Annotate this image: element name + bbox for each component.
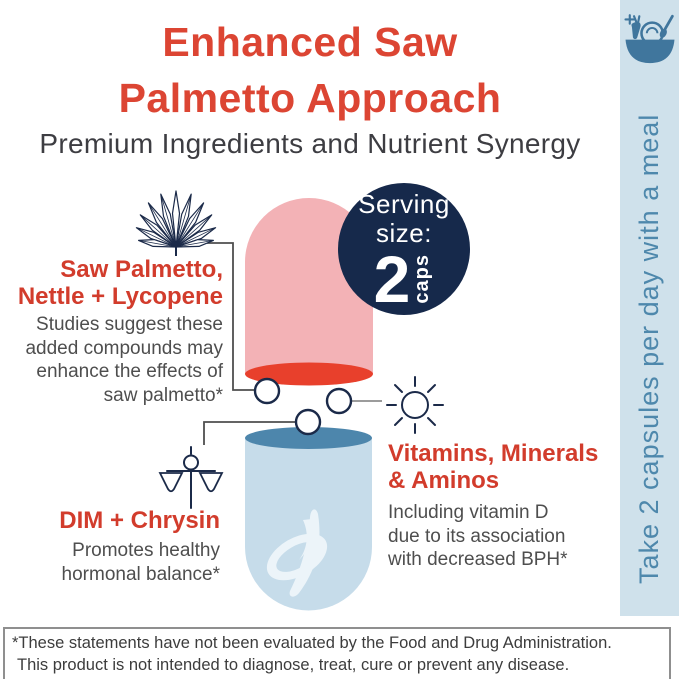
- saw-palmetto-body-line: Studies suggest these: [36, 314, 223, 335]
- dim-chrysin-body-line: hormonal balance*: [61, 563, 220, 585]
- page-title-line: Palmetto Approach: [118, 75, 502, 121]
- serving-count: 2: [373, 242, 411, 316]
- capsule-bottom: [245, 427, 372, 611]
- page-title: [0, 14, 620, 126]
- balance-scale-icon: [160, 447, 222, 508]
- serving-unit: caps: [411, 254, 434, 304]
- vitamins-heading-line: Vitamins, Minerals: [388, 440, 599, 467]
- saw-palmetto-heading-line: Nettle + Lycopene: [17, 283, 223, 310]
- vitamins-heading-line: & Aminos: [388, 467, 500, 494]
- vitamins-body-line: with decreased BPH*: [388, 549, 568, 570]
- saw-palmetto-block: [8, 256, 223, 407]
- dosage-sidebar: [620, 0, 679, 616]
- sun-icon: [387, 377, 443, 433]
- dim-chrysin-heading: DIM + Chrysin: [59, 507, 220, 534]
- vitamins-body-line: Including vitamin D: [388, 502, 549, 523]
- granule-ball: [296, 410, 320, 434]
- dosage-instruction: Take 2 capsules per day with a meal: [634, 113, 664, 585]
- serving-label-line: Serving: [358, 189, 450, 219]
- palmetto-leaf-icon: [136, 191, 215, 256]
- fda-disclaimer-line: *These statements have not been evaluated by the Food and Drug Administration.: [12, 634, 612, 652]
- dim-chrysin-block: [8, 507, 220, 586]
- page-title-line: Enhanced Saw: [162, 19, 458, 65]
- dim-chrysin-body-line: Promotes healthy: [72, 540, 220, 561]
- saw-palmetto-body-line: enhance the effects of: [36, 361, 223, 382]
- serving-label-line: size:: [376, 218, 432, 248]
- granule-balls: [255, 379, 351, 434]
- vitamins-body-line: due to its association: [388, 525, 566, 547]
- granule-ball: [255, 379, 279, 403]
- saw-palmetto-body-line: added compounds may: [25, 337, 223, 359]
- granule-ball: [327, 389, 351, 413]
- saw-palmetto-heading-line: Saw Palmetto,: [60, 256, 223, 283]
- saw-palmetto-body-line: saw palmetto*: [103, 384, 223, 406]
- fda-disclaimer: [3, 627, 671, 679]
- page-subtitle: Premium Ingredients and Nutrient Synergy: [39, 128, 581, 159]
- serving-size-badge: [338, 183, 470, 315]
- meal-bowl-icon: [623, 12, 677, 78]
- fda-disclaimer-line: This product is not intended to diagnose, treat, cure or prevent any disease.: [17, 656, 570, 674]
- vitamins-block: [388, 440, 613, 572]
